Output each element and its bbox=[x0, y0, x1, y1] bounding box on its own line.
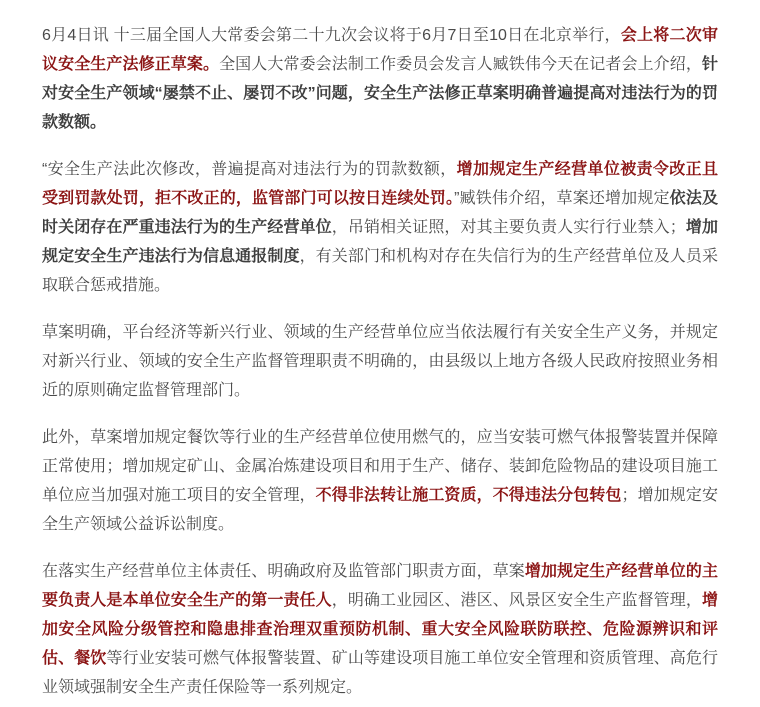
article-body bbox=[42, 21, 718, 702]
text-segment: “安全生产法此次修改，普遍提高对违法行为的罚款数额， bbox=[42, 161, 457, 178]
text-segment: 不得非法转让施工资质，不得违法分包转包 bbox=[315, 487, 622, 504]
paragraph bbox=[42, 557, 718, 702]
text-segment: 增加规定生产经营单位的主要负责人是本单位安全生产的第一责任人 bbox=[42, 563, 718, 609]
paragraph bbox=[42, 318, 718, 405]
paragraph bbox=[42, 423, 718, 539]
paragraph bbox=[42, 21, 718, 137]
text-segment: 全国人大常委会法制工作委员会发言人臧铁伟今天在记者会上介绍， bbox=[219, 56, 702, 73]
text-segment: ，有关部门和机构对存在失信行为的生产经营单位及人员采取联合惩戒措施。 bbox=[42, 248, 718, 294]
text-segment: 会上将二次审议安全生产法修正草案。 bbox=[42, 27, 718, 73]
text-segment: ，吊销相关证照，对其主要负责人实行行业禁入； bbox=[331, 219, 686, 236]
text-segment: 6月4日讯 十三届全国人大常委会第二十九次会议将于6月7日至10日在北京举行， bbox=[42, 27, 621, 44]
text-segment: ；增加规定安全生产领域公益诉讼制度。 bbox=[42, 487, 718, 533]
text-segment: ”臧铁伟介绍，草案还增加规定 bbox=[454, 190, 670, 207]
paragraph bbox=[42, 155, 718, 300]
text-segment: 草案明确，平台经济等新兴行业、领域的生产经营单位应当依法履行有关安全生产义务，并规定对新兴行业、领域的安全生产监督管理职责不明确的，由县级以上地方各级人民政府按照业务相近的原则确定监督管理部门。 bbox=[42, 324, 718, 399]
text-segment: 增加安全风险分级管控和隐患排查治理双重预防机制、重大安全风险联防联控、危险源辨识和评估、餐饮 bbox=[42, 592, 718, 667]
text-segment: 在落实生产经营单位主体责任、明确政府及监管部门职责方面，草案 bbox=[42, 563, 525, 580]
text-segment: 此外，草案增加规定餐饮等行业的生产经营单位使用燃气的，应当安装可燃气体报警装置并保障正常使用；增加规定矿山、金属冶炼建设项目和用于生产、储存、装卸危险物品的建设项目施工单位应当加强对施工项目的安全管理， bbox=[42, 429, 718, 504]
text-segment: 等行业安装可燃气体报警装置、矿山等建设项目施工单位安全管理和资质管理、高危行业领域强制安全生产责任保险等一系列规定。 bbox=[42, 650, 718, 696]
text-segment: 依法及时关闭存在严重违法行为的生产经营单位 bbox=[42, 190, 718, 236]
text-segment: 增加规定生产经营单位被责令改正且受到罚款处罚，拒不改正的，监管部门可以按日连续处罚。 bbox=[42, 161, 718, 207]
text-segment: 针对安全生产领域“屡禁不止、屡罚不改”问题，安全生产法修正草案明确普遍提高对违法行为的罚款数额。 bbox=[42, 56, 718, 131]
text-segment: ，明确工业园区、港区、风景区安全生产监督管理， bbox=[331, 592, 702, 609]
text-segment: 增加规定安全生产违法行为信息通报制度 bbox=[42, 219, 718, 265]
